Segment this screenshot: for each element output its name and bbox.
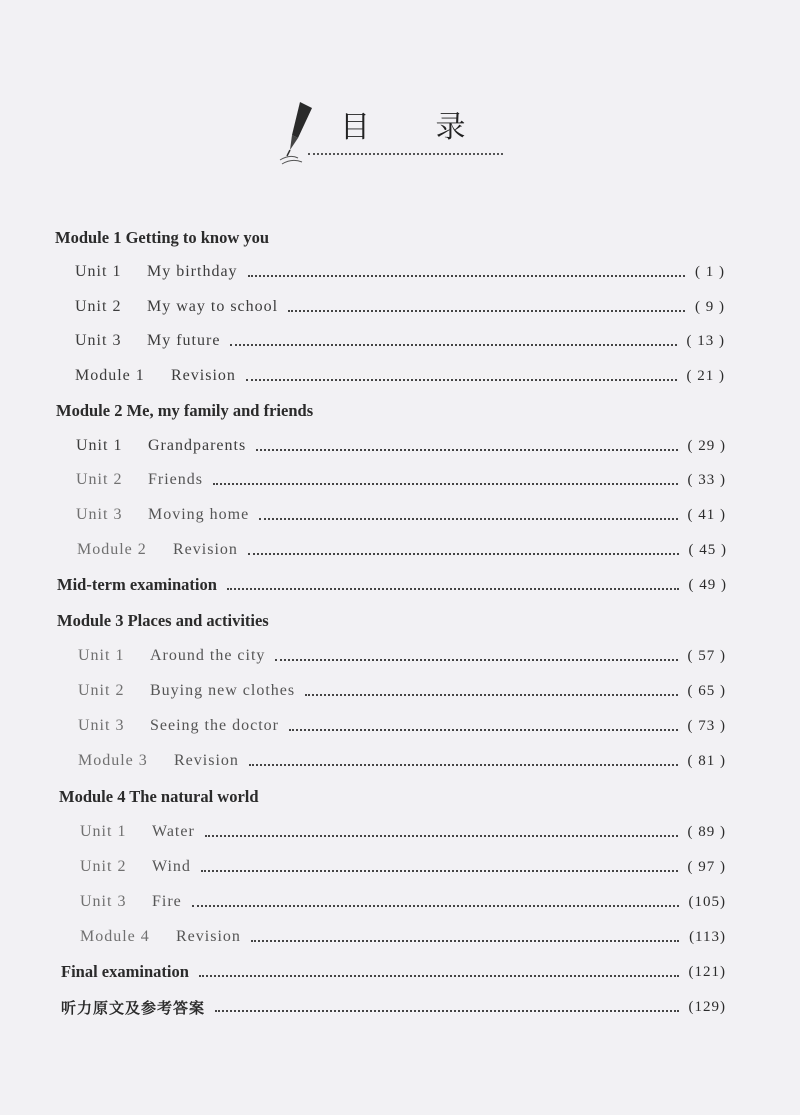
unit-label: Unit 3 (76, 506, 123, 523)
dot-leader (192, 905, 679, 907)
dot-leader (275, 659, 677, 661)
toc-entry[interactable] (76, 503, 726, 527)
unit-title: Seeing the doctor (150, 717, 279, 734)
page-number: ( 81 ) (687, 752, 726, 769)
dot-leader (249, 764, 678, 766)
appendix-entry[interactable] (61, 995, 726, 1019)
page-number: (113) (689, 928, 726, 945)
page-number: ( 57 ) (687, 647, 726, 664)
dot-leader (199, 975, 679, 977)
toc-entry[interactable] (75, 364, 725, 388)
unit-label: Unit 2 (76, 471, 123, 488)
dot-leader (289, 729, 678, 731)
page-number: ( 29 ) (687, 437, 726, 454)
module-2-heading (56, 399, 416, 423)
unit-label: Unit 1 (75, 263, 122, 280)
page-number: (129) (688, 998, 726, 1015)
page-number: ( 1 ) (695, 263, 725, 280)
dot-leader (305, 694, 677, 696)
unit-title: Revision (173, 541, 238, 558)
appendix-label: 听力原文及参考答案 (61, 998, 206, 1017)
module-4-heading (59, 785, 359, 809)
page-number: ( 73 ) (687, 717, 726, 734)
page-number: ( 41 ) (687, 506, 726, 523)
midterm-label: Mid-term examination (57, 575, 217, 594)
dot-leader (256, 449, 677, 451)
toc-entry[interactable] (80, 925, 726, 949)
module-3-heading (57, 609, 357, 633)
midterm-entry[interactable] (57, 573, 727, 597)
toc-entry[interactable] (75, 295, 725, 319)
dot-leader (259, 518, 677, 520)
unit-label: Unit 1 (80, 823, 127, 840)
unit-title: Water (152, 823, 195, 840)
unit-label: Unit 3 (75, 332, 122, 349)
unit-label: Unit 2 (75, 298, 122, 315)
dot-leader (251, 940, 679, 942)
toc-entry[interactable] (78, 749, 726, 773)
page-number: ( 65 ) (687, 682, 726, 699)
unit-label: Unit 2 (80, 858, 127, 875)
page-number: ( 89 ) (687, 823, 726, 840)
toc-entry[interactable] (78, 714, 726, 738)
toc-entry[interactable] (78, 679, 726, 703)
unit-title: Revision (171, 367, 236, 384)
unit-title: Wind (152, 858, 191, 875)
dot-leader (230, 344, 676, 346)
page-number: (121) (688, 963, 726, 980)
unit-title: Moving home (148, 506, 250, 523)
toc-entry[interactable] (78, 644, 726, 668)
unit-title: Friends (148, 471, 203, 488)
unit-title: Revision (176, 928, 241, 945)
unit-title: Buying new clothes (150, 682, 296, 699)
toc-entry[interactable] (76, 468, 726, 492)
unit-label: Module 4 (80, 928, 150, 945)
dot-leader (248, 275, 685, 277)
toc-entry[interactable] (77, 538, 727, 562)
unit-label: Module 1 (75, 367, 145, 384)
toc-entry[interactable] (76, 434, 726, 458)
dot-leader (205, 835, 678, 837)
module-heading-label: Module 3 Places and activities (57, 611, 269, 630)
toc-entry[interactable] (75, 329, 725, 353)
page-number: (105) (688, 893, 726, 910)
page-number: ( 9 ) (695, 298, 725, 315)
toc-entry[interactable] (80, 820, 726, 844)
unit-title: Grandparents (148, 437, 247, 454)
toc-entry[interactable] (80, 890, 726, 914)
page-number: ( 45 ) (688, 541, 727, 558)
unit-title: My way to school (147, 298, 279, 315)
dot-leader (248, 553, 679, 555)
page-number: ( 97 ) (687, 858, 726, 875)
module-1-heading (55, 226, 345, 250)
unit-label: Module 2 (77, 541, 147, 558)
dot-leader (215, 1010, 678, 1012)
unit-label: Unit 1 (78, 647, 125, 664)
unit-title: Fire (152, 893, 182, 910)
final-exam-label: Final examination (61, 962, 189, 981)
unit-label: Unit 3 (80, 893, 127, 910)
unit-title: My birthday (147, 263, 238, 280)
module-heading-label: Module 4 The natural world (59, 787, 259, 806)
dot-leader (213, 483, 678, 485)
page-number: ( 33 ) (687, 471, 726, 488)
dot-leader (227, 588, 679, 590)
unit-label: Module 3 (78, 752, 148, 769)
page-number: ( 13 ) (686, 332, 725, 349)
dot-leader (288, 310, 685, 312)
unit-title: My future (147, 332, 221, 349)
unit-label: Unit 1 (76, 437, 123, 454)
toc-entry[interactable] (75, 260, 725, 284)
final-exam-entry[interactable] (61, 960, 726, 984)
unit-label: Unit 2 (78, 682, 125, 699)
toc-entry[interactable] (80, 855, 726, 879)
unit-title: Revision (174, 752, 239, 769)
unit-title: Around the city (150, 647, 266, 664)
dot-leader (246, 379, 677, 381)
module-heading-label: Module 1 Getting to know you (55, 228, 270, 247)
page-title: 目 录 (340, 110, 494, 145)
unit-label: Unit 3 (78, 717, 125, 734)
page-number: ( 49 ) (688, 576, 727, 593)
page-number: ( 21 ) (686, 367, 725, 384)
module-heading-label: Module 2 Me, my family and friends (56, 401, 314, 420)
dot-leader (201, 870, 678, 872)
